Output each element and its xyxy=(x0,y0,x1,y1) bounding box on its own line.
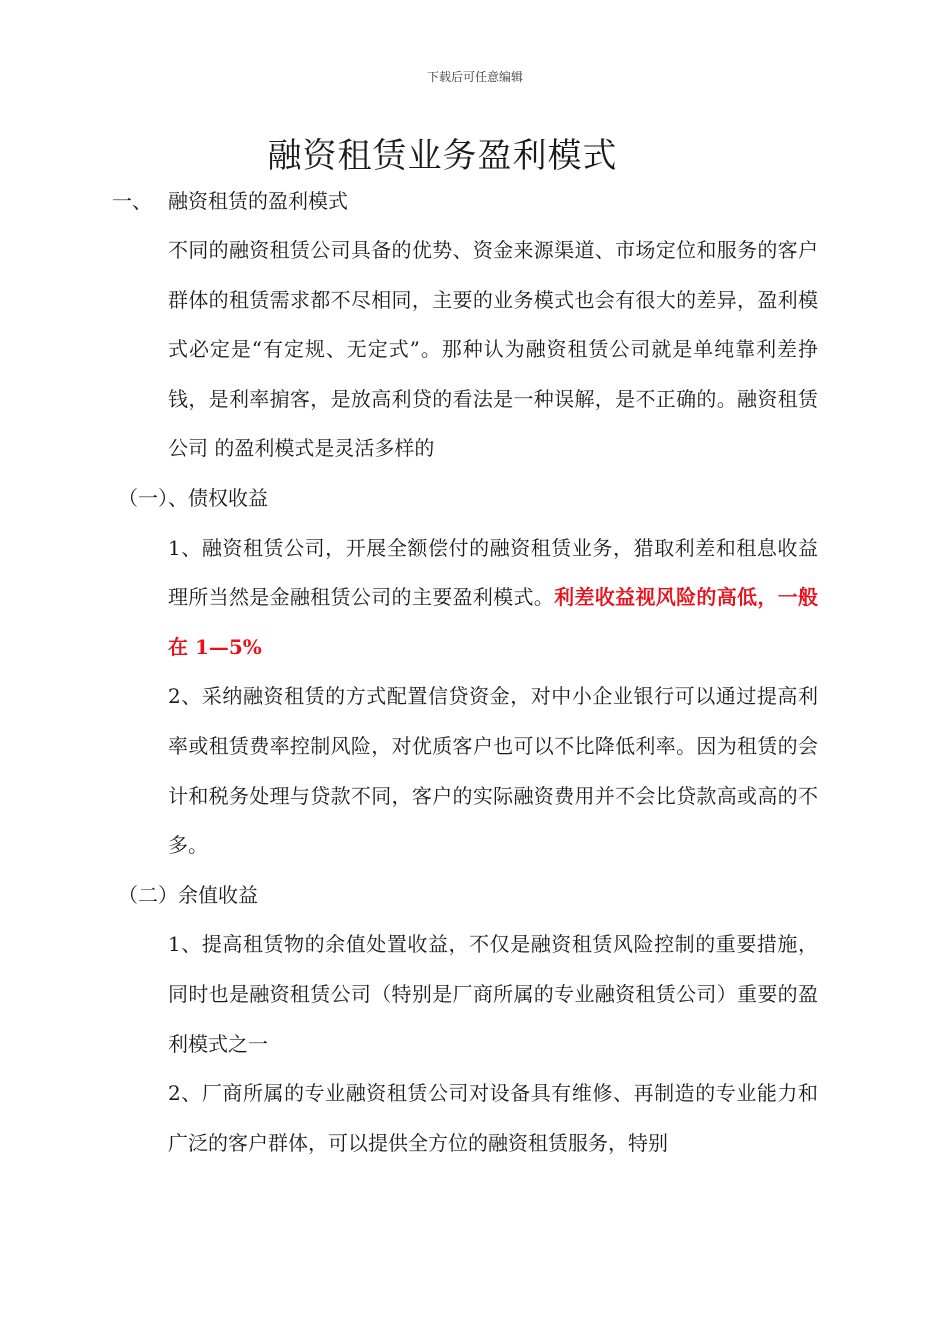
residual-income-paragraph-2: 2、厂商所属的专业融资租赁公司对设备具有维修、再制造的专业能力和广泛的客户群体，可以提供全方位的融资租赁服务，特别 xyxy=(168,1081,818,1155)
subsection-heading-residual-income: （二）余值收益 xyxy=(118,882,258,907)
subsection-heading-debt-income: （一）、债权收益 xyxy=(118,485,268,510)
header-note: 下载后可任意编辑 xyxy=(426,70,523,84)
section-heading: 融资租赁的盈利模式 xyxy=(168,189,348,213)
section-number: 一、 xyxy=(112,189,152,213)
document-title: 融资租赁业务盈利模式 xyxy=(267,136,618,176)
debt-income-paragraph-1 xyxy=(118,524,818,673)
debt-income-paragraph-2: 2、采纳融资租赁的方式配置信贷资金，对中小企业银行可以通过提高利率或租赁费率控制风险，对优质客户也可以不比降低利率。因为租赁的会计和税务处理与贷款不同，客户的实际融资费用并不会比贷款高或高的不多。 xyxy=(168,684,818,858)
debt-income-text: 1、融资租赁公司，开展全额偿付的融资租赁业务，猎取利差和租息收益理所当然是金融租赁公司的主要盈利模式。 xyxy=(168,535,818,610)
residual-income-paragraph-1: 1、提高租赁物的余值处置收益，不仅是融资租赁风险控制的重要措施，同时也是融资租赁公司（特别是厂商所属的专业融资租赁公司）重要的盈利模式之一 xyxy=(168,932,818,1056)
document-body xyxy=(118,226,818,1168)
interest-spread-highlight: 利差收益视风险的高低，一般在 1—5% xyxy=(168,585,819,659)
intro-paragraph: 不同的融资租赁公司具备的优势、资金来源渠道、市场定位和服务的客户群体的租赁需求都不尽相同，主要的业务模式也会有很大的差异，盈利模式必定是“有定规、无定式”。那种认为融资租赁公司就是单纯靠利差挣钱，是利率掮客，是放高利贷的看法是一种误解，是不正确的。融资租赁公司 的盈利模式是灵活多样的 xyxy=(168,238,818,461)
